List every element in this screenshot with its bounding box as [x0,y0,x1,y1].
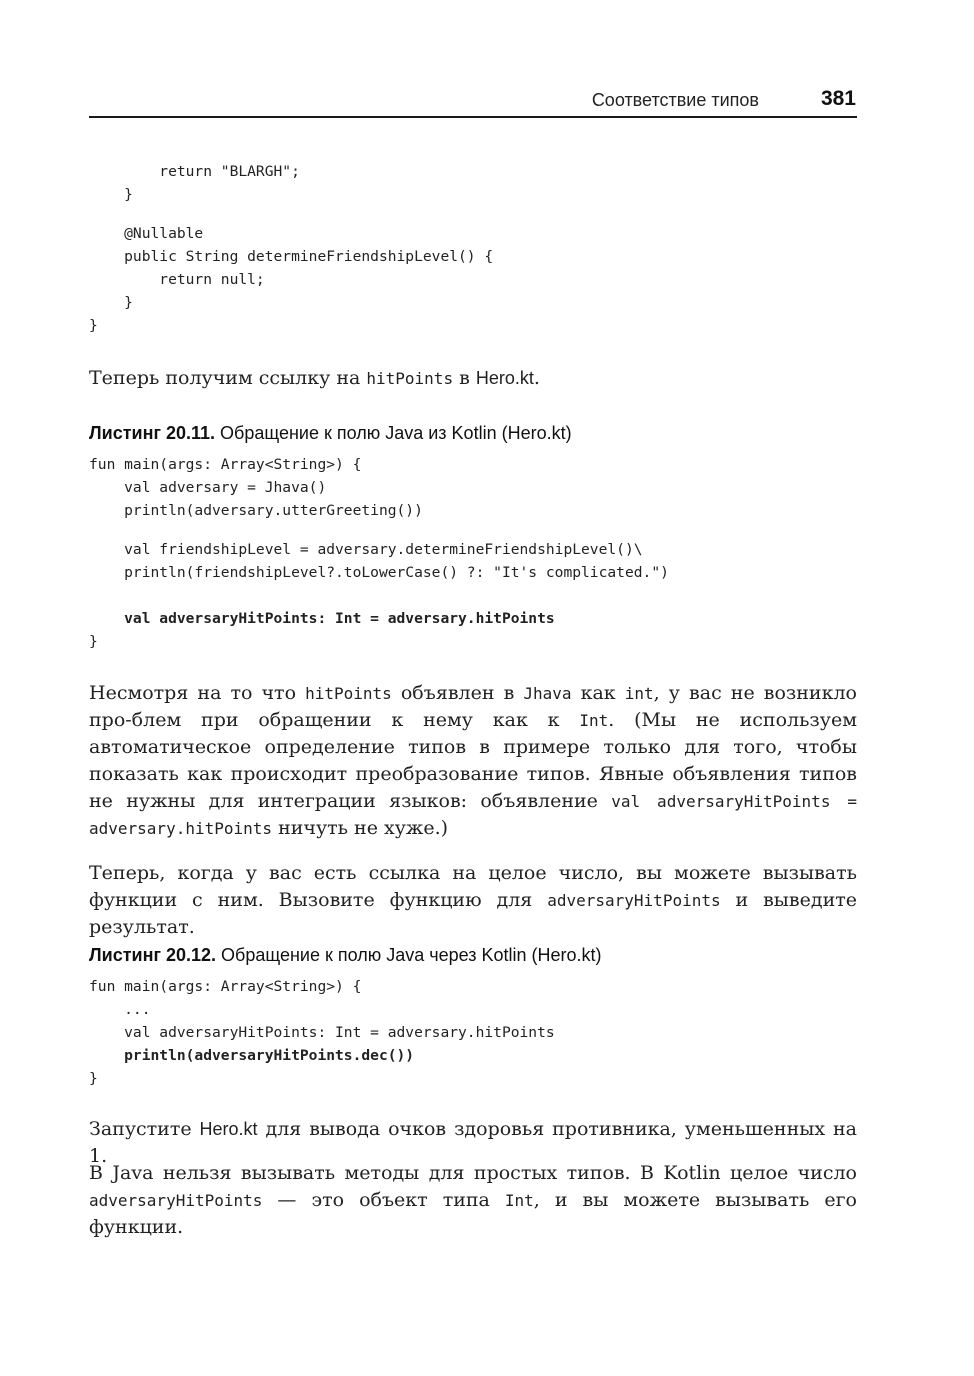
code-line: } [89,633,98,650]
code-line: println(friendshipLevel?.toLowerCase() ?: "It's complicated.") [89,564,669,581]
code-line: } [89,1070,98,1087]
code-line: } [89,186,133,203]
code-line: val adversaryHitPoints: Int = adversary.hitPoints [89,1024,555,1041]
section-title: Соответствие типов [591,90,759,110]
code-blank-line [89,584,669,607]
code-line: @Nullable [89,225,204,242]
code-line: val adversary = Jhava() [89,479,327,496]
inline-code: adversaryHitPoints [89,1191,263,1210]
inline-code: adversaryHitPoints [547,891,721,910]
text: и выведите результат. [89,889,857,938]
code-line: public String determineFriendshipLevel() { [89,248,494,265]
listing-title: Обращение к полю Java через Kotlin (Hero.kt) [216,945,602,965]
text: ничуть не хуже.) [272,817,449,839]
code-listing-20-12 [89,975,555,1090]
code-line-highlighted: val adversaryHitPoints: Int = adversary.hitPoints [89,610,555,627]
text: в [453,367,476,389]
listing-caption-20-11 [89,423,572,444]
code-line: ... [89,1001,151,1018]
listing-title: Обращение к полю Java из Kotlin (Hero.kt) [215,423,572,443]
page-number: 381 [820,87,856,110]
paragraph-1 [89,365,857,392]
code-line: fun main(args: Array<String>) { [89,456,362,473]
code-blank-line [89,522,669,538]
listing-label: Листинг 20.12. [89,945,217,965]
inline-code: Int [579,711,609,730]
text: . [533,367,540,389]
text: Теперь получим ссылку на [89,367,367,389]
file-name: Hero.kt [475,368,534,388]
code-listing-20-11 [89,453,669,653]
code-line: } [89,317,98,334]
text: , и вы можете вызывать его функции. [89,1189,857,1238]
inline-code: int [624,684,654,703]
text: Несмотря на то что [89,682,306,704]
listing-label: Листинг 20.11. [89,423,216,443]
text: как [571,682,625,704]
paragraph-5 [89,1160,857,1241]
paragraph-2 [89,680,857,842]
code-line: } [89,294,133,311]
inline-code: hitPoints [305,684,392,703]
text: Теперь, когда у вас есть ссылка на целое число, вы можете вызывать функции с ним. Вызовите функцию для [89,862,857,911]
header-rule [89,116,857,118]
listing-caption-20-12 [89,945,602,966]
code-line: return "BLARGH"; [89,163,300,180]
text: для вывода очков здоровья противника, уменьшенных на 1. [89,1118,857,1167]
inline-code: Int [504,1191,534,1210]
running-header [89,86,857,116]
code-blank-line [89,206,493,222]
code-block-continued [89,160,493,337]
text: объявлен в [391,682,524,704]
inline-code: hitPoints [366,369,454,388]
text: . (Мы не используем автоматическое определение типов в примере только для того, чтобы показать как происходит преобразование типов. Явные объявления типов не нужны для интеграции языков: объявление [89,709,857,812]
text: Запустите [89,1118,200,1140]
paragraph-3 [89,860,857,941]
text: — это объект типа [262,1189,505,1211]
code-line: return null; [89,271,265,288]
file-name: Hero.kt [199,1119,258,1139]
text: , у вас не возникло про-блем при обращении к нему как к [89,682,857,731]
code-line: println(adversary.utterGreeting()) [89,502,423,519]
code-line-highlighted: println(adversaryHitPoints.dec()) [89,1047,415,1064]
code-line: fun main(args: Array<String>) { [89,978,362,995]
inline-code: Jhava [523,684,572,703]
inline-code: val adversaryHitPoints = adversary.hitPoints [89,792,857,838]
code-line: val friendshipLevel = adversary.determineFriendshipLevel()\ [89,541,643,558]
text: В Java нельзя вызывать методы для простых типов. В Kotlin целое число [89,1162,857,1184]
